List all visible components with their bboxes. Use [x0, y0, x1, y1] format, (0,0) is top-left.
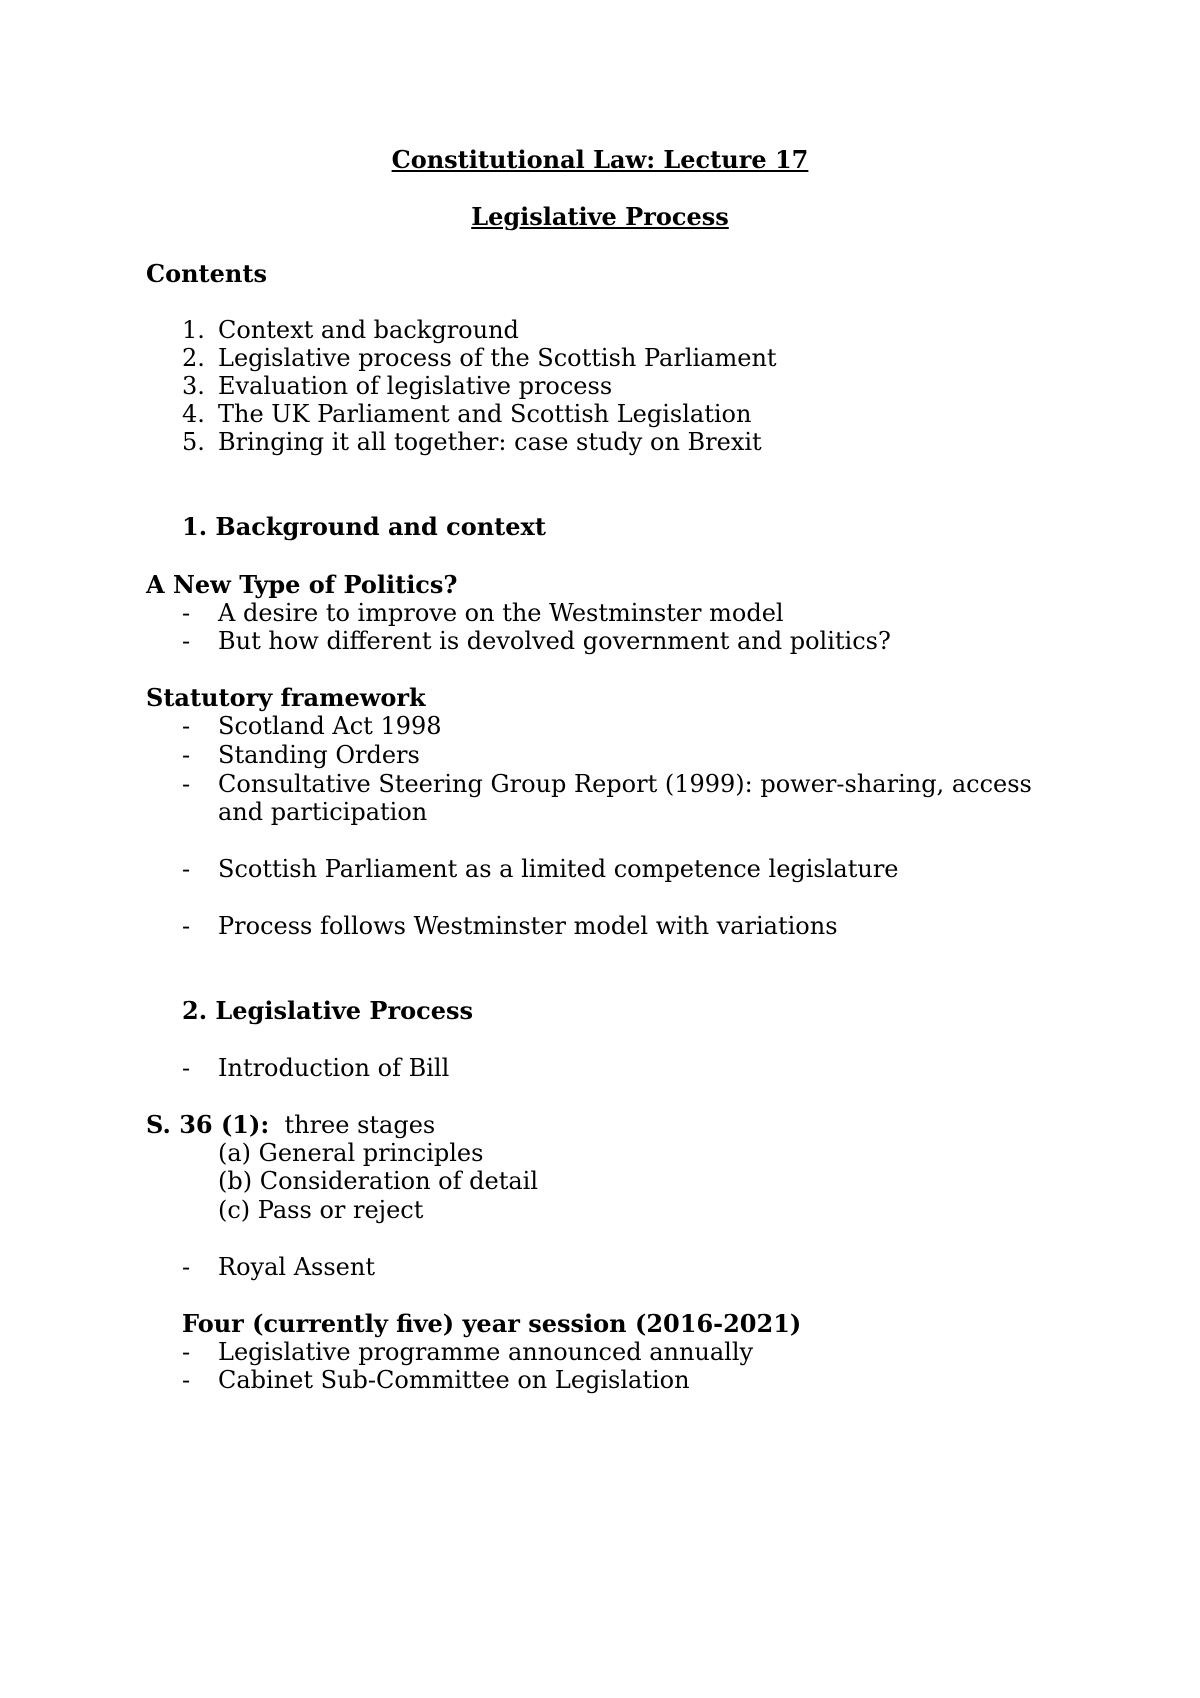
s36-label: S. 36 (1):: [146, 1110, 270, 1139]
bullet-text: Cabinet Sub-Committee on Legislation: [218, 1366, 690, 1394]
bullet-dash: -: [182, 770, 191, 798]
document-subtitle: Legislative Process: [471, 202, 729, 231]
bullet-dash: -: [182, 1366, 191, 1394]
contents-item-number: 5.: [182, 428, 205, 456]
statutory-heading: Statutory framework: [146, 683, 426, 712]
bullet-dash: -: [182, 1253, 191, 1281]
contents-item-text: Context and background: [218, 316, 519, 344]
document-title: Constitutional Law: Lecture 17: [391, 145, 809, 174]
s36-text: three stages: [269, 1111, 436, 1139]
bullet-text: Introduction of Bill: [218, 1054, 450, 1082]
contents-item-number: 4.: [182, 400, 205, 428]
bullet-text: Standing Orders: [218, 741, 420, 769]
bullet-text: Royal Assent: [218, 1253, 375, 1281]
s36-line: [146, 1111, 435, 1139]
bullet-continuation: and participation: [218, 798, 428, 826]
contents-item-text: The UK Parliament and Scottish Legislation: [218, 400, 752, 428]
bullet-dash: -: [182, 741, 191, 769]
contents-item-text: Legislative process of the Scottish Parliament: [218, 344, 777, 372]
contents-heading: Contents: [146, 259, 267, 288]
bullet-text: Process follows Westminster model with variations: [218, 912, 838, 940]
bullet-dash: -: [182, 912, 191, 940]
contents-item-text: Bringing it all together: case study on Brexit: [218, 428, 762, 456]
section-1-heading: 1. Background and context: [182, 512, 546, 541]
bullet-text: But how different is devolved government and politics?: [218, 627, 891, 655]
contents-item-text: Evaluation of legislative process: [218, 372, 613, 400]
bullet-dash: -: [182, 855, 191, 883]
bullet-text: Consultative Steering Group Report (1999): power-sharing, access: [218, 770, 1032, 798]
bullet-text: A desire to improve on the Westminster model: [218, 599, 784, 627]
section-2-heading: 2. Legislative Process: [182, 996, 474, 1025]
bullet-dash: -: [182, 627, 191, 655]
stage-item: (c) Pass or reject: [218, 1196, 424, 1224]
contents-item-number: 2.: [182, 344, 205, 372]
bullet-dash: -: [182, 712, 191, 740]
session-heading: Four (currently five) year session (2016-2021): [182, 1309, 802, 1338]
bullet-text: Legislative programme announced annually: [218, 1338, 754, 1366]
bullet-dash: -: [182, 1338, 191, 1366]
contents-item-number: 1.: [182, 316, 205, 344]
bullet-dash: -: [182, 599, 191, 627]
bullet-dash: -: [182, 1054, 191, 1082]
bullet-text: Scottish Parliament as a limited competence legislature: [218, 855, 899, 883]
stage-item: (a) General principles: [218, 1139, 484, 1167]
stage-item: (b) Consideration of detail: [218, 1167, 539, 1195]
bullet-text: Scotland Act 1998: [218, 712, 442, 740]
new-politics-heading: A New Type of Politics?: [146, 570, 458, 599]
contents-item-number: 3.: [182, 372, 205, 400]
